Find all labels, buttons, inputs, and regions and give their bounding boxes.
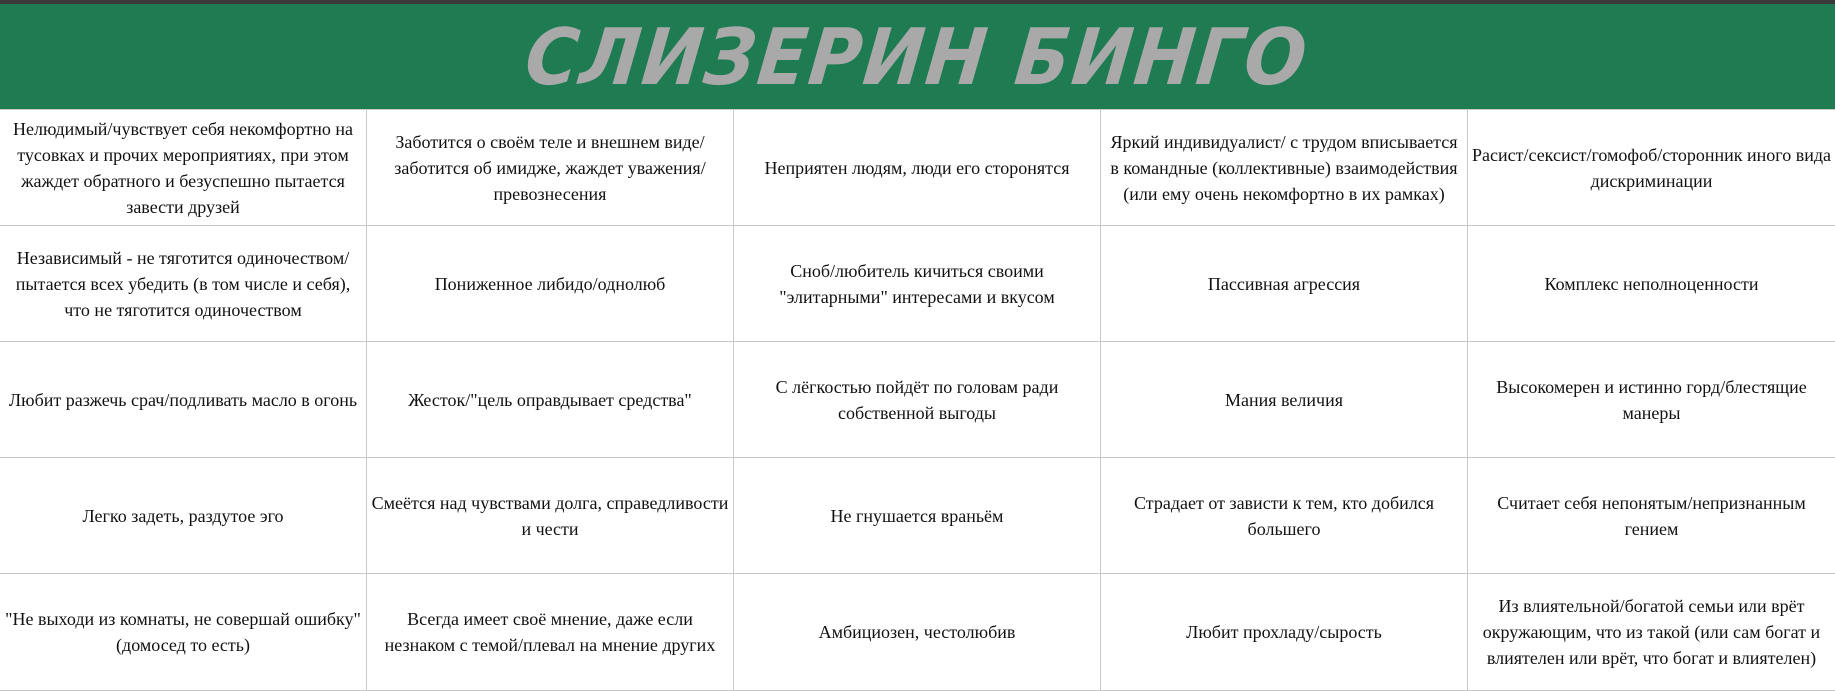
bingo-grid	[0, 109, 1835, 690]
bingo-cell-r5-c3[interactable]: Амбициозен, честолюбив	[734, 574, 1101, 691]
bingo-title: СЛИЗЕРИН БИНГО	[521, 11, 1314, 102]
bingo-cell-r3-c3[interactable]: С лёгкостью пойдёт по головам ради собственной выгоды	[734, 342, 1101, 458]
bingo-cell-r5-c1[interactable]: "Не выходи из комнаты, не совершай ошибку" (домосед то есть)	[0, 574, 367, 691]
bingo-cell-r5-c5[interactable]: Из влиятельной/богатой семьи или врёт окружающим, что из такой (или сам богат и влиятелен или врёт, что богат и влиятелен)	[1468, 574, 1835, 691]
bingo-cell-r5-c4[interactable]: Любит прохладу/сырость	[1101, 574, 1468, 691]
bingo-cell-r1-c5[interactable]: Расист/сексист/гомофоб/сторонник иного вида дискриминации	[1468, 110, 1835, 226]
bingo-cell-r1-c3[interactable]: Неприятен людям, люди его сторонятся	[734, 110, 1101, 226]
bingo-cell-r1-c4[interactable]: Яркий индивидуалист/ с трудом вписывается в командные (коллективные) взаимодействия (или ему очень некомфортно в их рамках)	[1101, 110, 1468, 226]
bingo-cell-r3-c4[interactable]: Мания величия	[1101, 342, 1468, 458]
bingo-cell-r3-c2[interactable]: Жесток/"цель оправдывает средства"	[367, 342, 734, 458]
bingo-cell-r4-c5[interactable]: Считает себя непонятым/непризнанным гением	[1468, 458, 1835, 574]
bingo-cell-r3-c1[interactable]: Любит разжечь срач/подливать масло в огонь	[0, 342, 367, 458]
bingo-cell-r2-c2[interactable]: Пониженное либидо/однолюб	[367, 226, 734, 342]
bingo-cell-r2-c1[interactable]: Независимый - не тяготится одиночеством/пытается всех убедить (в том числе и себя), что не тяготится одиночеством	[0, 226, 367, 342]
title-band	[0, 4, 1835, 109]
bingo-cell-r4-c2[interactable]: Смеётся над чувствами долга, справедливости и чести	[367, 458, 734, 574]
bingo-cell-r4-c3[interactable]: Не гнушается враньём	[734, 458, 1101, 574]
bingo-cell-r1-c2[interactable]: Заботится о своём теле и внешнем виде/заботится об имидже, жаждет уважения/превознесения	[367, 110, 734, 226]
bingo-cell-r4-c1[interactable]: Легко задеть, раздутое эго	[0, 458, 367, 574]
bingo-cell-r2-c4[interactable]: Пассивная агрессия	[1101, 226, 1468, 342]
bingo-cell-r2-c3[interactable]: Сноб/любитель кичиться своими "элитарными" интересами и вкусом	[734, 226, 1101, 342]
bingo-cell-r3-c5[interactable]: Высокомерен и истинно горд/блестящие манеры	[1468, 342, 1835, 458]
bingo-cell-r4-c4[interactable]: Страдает от зависти к тем, кто добился большего	[1101, 458, 1468, 574]
bingo-cell-r1-c1[interactable]: Нелюдимый/чувствует себя некомфортно на тусовках и прочих мероприятиях, при этом жаждет обратного и безуспешно пытается завести друзей	[0, 110, 367, 226]
bingo-cell-r5-c2[interactable]: Всегда имеет своё мнение, даже если незнаком с темой/плевал на мнение других	[367, 574, 734, 691]
bingo-cell-r2-c5[interactable]: Комплекс неполноценности	[1468, 226, 1835, 342]
